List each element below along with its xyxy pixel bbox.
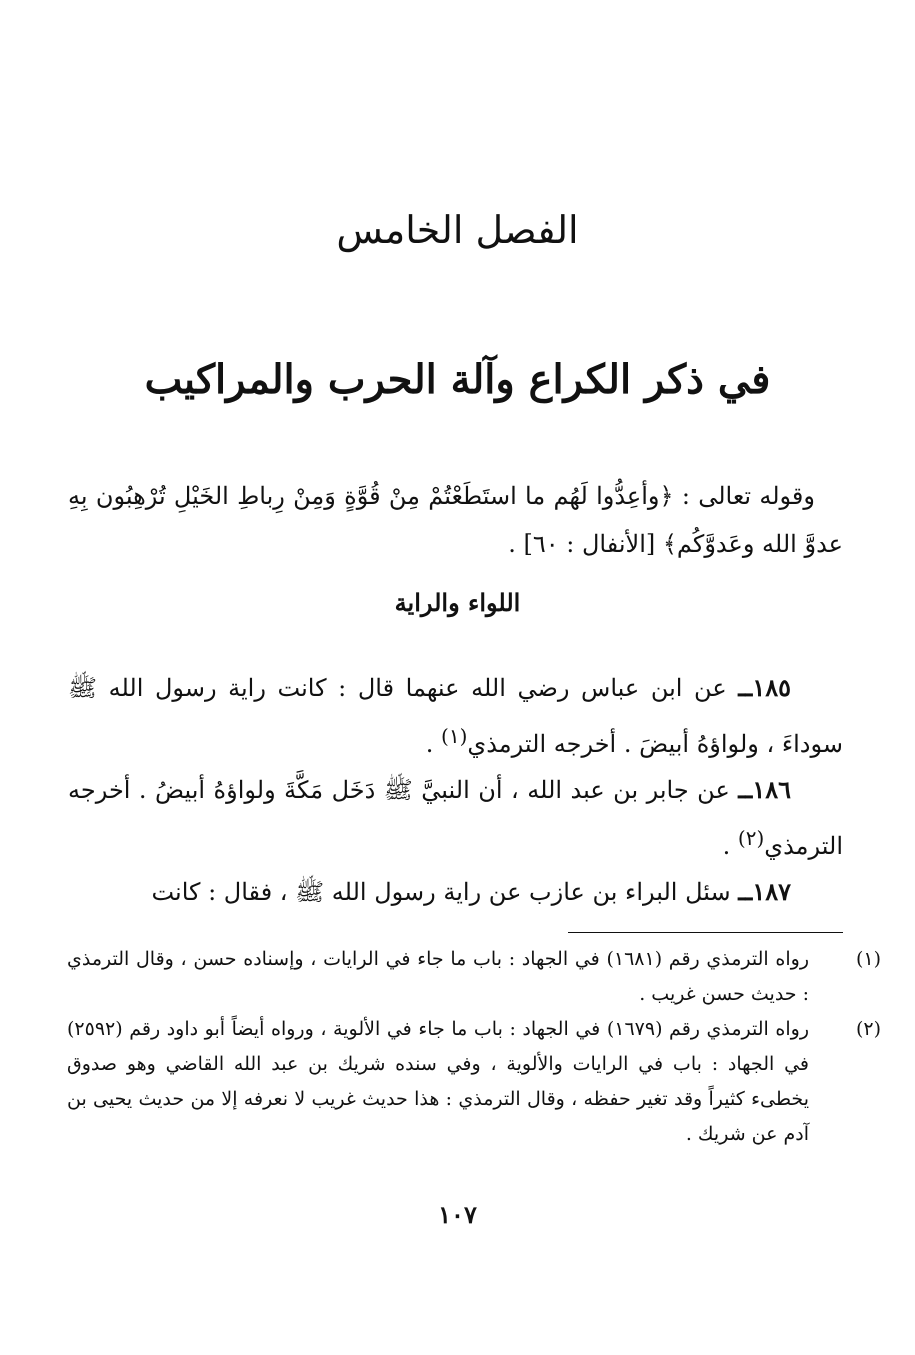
page-number: ١٠٧ — [438, 1200, 477, 1229]
intro-paragraph: وقوله تعالى : ﴿وأعِدُّوا لَهُم ما استَطَعْتُمْ مِنْ قُوَّةٍ وَمِنْ رِباطِ الخَيْلِ تُرْهِبُون بِهِ عدوَّ الله وعَدوَّكُم﴾ [الأنفال : ٦٠] . — [68, 482, 843, 558]
hadith-end: . — [425, 730, 442, 758]
hadith-text: سئل البراء بن عازب عن راية رسول الله ﷺ ، فقال : كانت — [151, 878, 731, 906]
footnote-text: رواه الترمذي رقم (١٦٨١) في الجهاد : باب ما جاء في الرايات ، وإسناده حسن ، وقال الترمذي : حديث حسن غريب . — [67, 948, 809, 1005]
footnote-ref: (٢) — [737, 826, 765, 850]
hadith-number: ١٨٧ــ — [738, 877, 791, 906]
section-title: في ذكر الكراع وآلة الحرب والمراكيب — [144, 356, 771, 403]
footnote-ref: (١) — [441, 724, 468, 748]
hadith-number: ١٨٦ــ — [738, 775, 791, 804]
footnote-2 — [67, 1012, 881, 1152]
hadith-text: عن جابر بن عبد الله ، أن النبيَّ ﷺ دَخَل مَكَّةَ ولواؤهُ أبيضُ . أخرجه الترمذي — [68, 776, 843, 860]
subheading: اللواء والراية — [394, 588, 521, 617]
footnote-marker: (١) — [855, 948, 881, 970]
chapter-title: الفصل الخامس — [336, 208, 579, 252]
hadith-185 — [68, 664, 843, 768]
footnotes — [67, 942, 881, 1152]
hadith-186 — [68, 766, 843, 870]
hadith-text: عن ابن عباس رضي الله عنهما قال : كانت راية رسول الله ﷺ سوداءَ ، ولواؤهُ أبيضَ . أخرجه الترمذي — [68, 674, 843, 758]
hadith-end: . — [722, 832, 738, 860]
footnote-text: رواه الترمذي رقم (١٦٧٩) في الجهاد : باب ما جاء في الألوية ، ورواه أيضاً أبو داود رقم (٢٥٩٢) في الجهاد : باب في الرايات والألوية ، وفي سنده شريك بن عبد الله القاضي وهو صدوق يخطىء كثيراً وقد تغير حفظه ، وقال الترمذي : هذا حديث غريب لا نعرفه إلا من حديث يحيى بن آدم عن شريك . — [67, 1018, 809, 1145]
hadith-number: ١٨٥ــ — [738, 673, 791, 702]
hadith-187 — [68, 868, 843, 916]
footnote-1 — [67, 942, 881, 1012]
footnote-divider — [568, 932, 843, 933]
footnote-marker: (٢) — [855, 1018, 881, 1040]
